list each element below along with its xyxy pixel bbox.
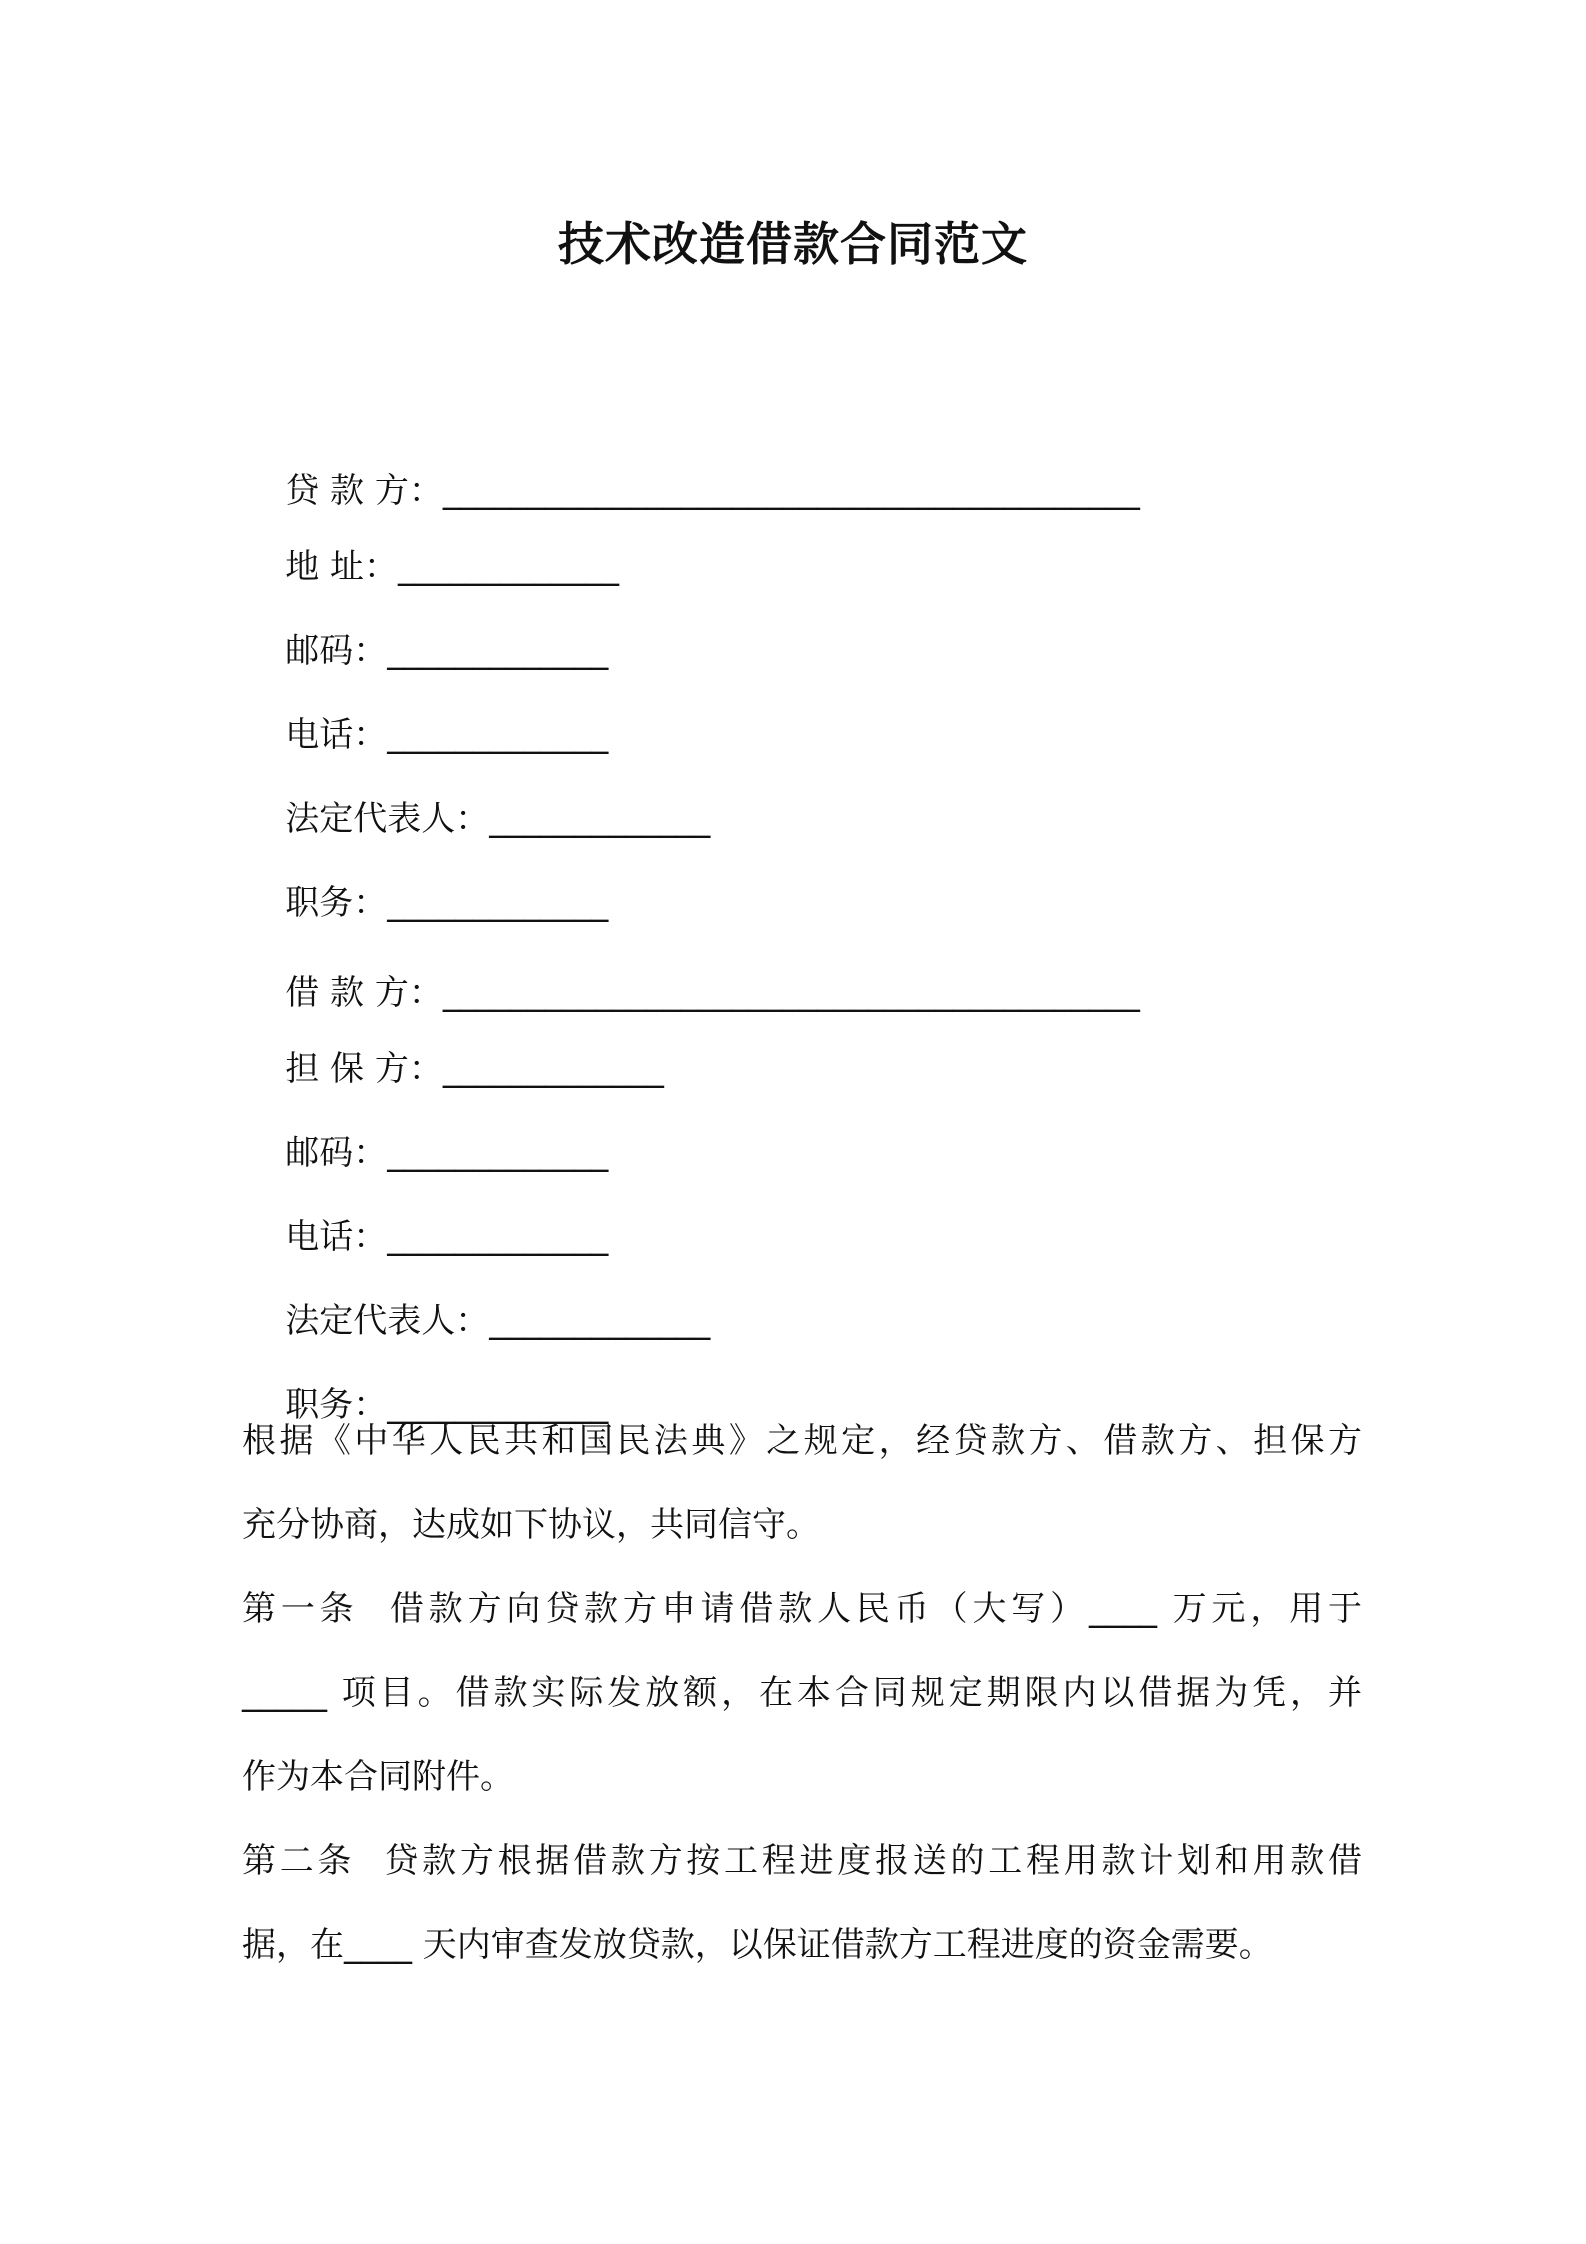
paragraph-line: 据，在____ 天内审查发放贷款，以保证借款方工程进度的资金需要。 [242, 1925, 1273, 1965]
field-blank: _________________________________________ [442, 973, 1140, 1013]
field-label: 电话： [285, 715, 388, 755]
paragraph-line: _____ 项目。借款实际发放额，在本合同规定期限内以借据为凭，并 [242, 1673, 1362, 1713]
paragraph-line: 作为本合同附件。 [242, 1757, 514, 1797]
field-blank: _____________ [489, 1301, 711, 1341]
field-blank: _____________ [387, 715, 609, 755]
field-blank: _____________ [387, 1133, 609, 1173]
field-blank: _____________ [387, 631, 609, 671]
field-blank: _________________________________________ [442, 471, 1140, 511]
paragraph-line: 第一条 借款方向贷款方申请借款人民币（大写）____ 万元，用于 [242, 1589, 1362, 1629]
field-label: 担 保 方： [285, 1049, 443, 1089]
field-label: 职务： [285, 883, 388, 923]
field-label: 邮码： [285, 631, 388, 671]
paragraph-article-2 [242, 1819, 1362, 1987]
field-label: 地 址： [285, 547, 399, 587]
field-blank: _____________ [387, 1385, 609, 1425]
field-label: 职务： [285, 1385, 388, 1425]
field-label: 电话： [285, 1217, 388, 1257]
paragraph-line: 第二条 贷款方根据借款方按工程进度报送的工程用款计划和用款借 [242, 1841, 1362, 1881]
paragraph-line: 充分协商，达成如下协议，共同信守。 [242, 1505, 820, 1545]
field-blank: _____________ [398, 547, 620, 587]
field-blank: _____________ [442, 1049, 664, 1089]
field-label: 贷 款 方： [285, 471, 443, 511]
paragraph-line: 根据《中华人民共和国民法典》之规定，经贷款方、借款方、担保方 [242, 1421, 1362, 1461]
document-title: 技术改造借款合同范文 [558, 217, 1028, 271]
field-blank: _____________ [489, 799, 711, 839]
field-blank: _____________ [387, 1217, 609, 1257]
paragraph-article-1 [242, 1567, 1362, 1819]
field-label: 法定代表人： [285, 1301, 490, 1341]
field-label: 法定代表人： [285, 799, 490, 839]
field-blank: _____________ [387, 883, 609, 923]
paragraph-preamble [242, 1399, 1362, 1567]
field-label: 借 款 方： [285, 973, 443, 1013]
field-label: 邮码： [285, 1133, 388, 1173]
